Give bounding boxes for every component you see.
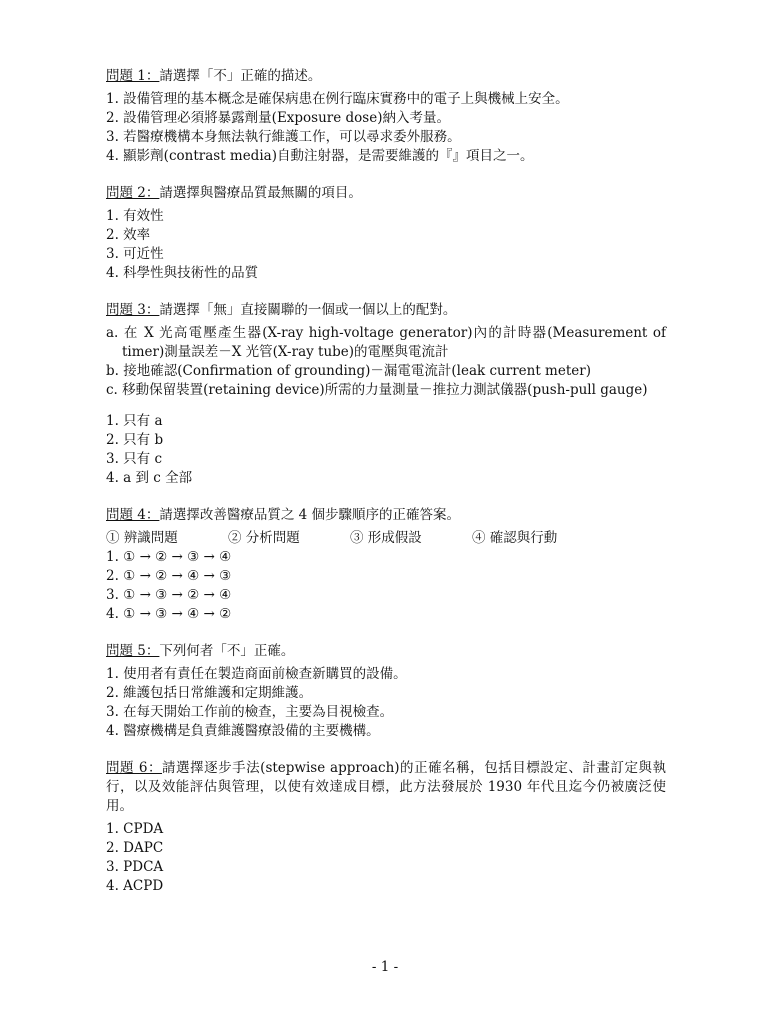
question-6-option-1: 1. CPDA xyxy=(106,821,164,837)
question-1-option-2: 2. 設備管理必須將暴露劑量(Exposure dose)納入考量。 xyxy=(106,110,450,126)
question-5 xyxy=(106,642,666,741)
page-number: - 1 - xyxy=(371,959,399,975)
question-1-option-1: 1. 設備管理的基本概念是確保病患在例行臨床實務中的電子上與機械上安全。 xyxy=(106,91,569,107)
question-6-option-2: 2. DAPC xyxy=(106,840,164,856)
question-3-statement-c: c. 移動保留裝置(retaining device)所需的力量測量－推拉力測試儀器(push-pull gauge) xyxy=(106,382,648,398)
question-3-header xyxy=(106,301,666,320)
question-3-statement-b: b. 接地確認(Confirmation of grounding)－漏電電流計(leak current meter) xyxy=(106,363,591,379)
question-4-header xyxy=(106,506,666,525)
question-4 xyxy=(106,506,666,624)
question-2-number: 問題 2： xyxy=(106,185,160,201)
question-3-option-4: 4. a 到 c 全部 xyxy=(106,470,193,486)
exam-content xyxy=(106,67,666,914)
question-4-number: 問題 4： xyxy=(106,507,160,523)
question-3-option-2: 2. 只有 b xyxy=(106,432,164,448)
question-1-header xyxy=(106,67,666,86)
question-1-option-3: 3. 若醫療機構本身無法執行維護工作，可以尋求委外服務。 xyxy=(106,129,461,145)
question-6-option-4: 4. ACPD xyxy=(106,878,164,894)
question-3-option-1: 1. 只有 a xyxy=(106,413,163,429)
question-5-option-4: 4. 醫療機構是負責維護醫療設備的主要機構。 xyxy=(106,723,380,739)
question-6-number: 問題 6： xyxy=(106,760,163,776)
question-5-prompt: 下列何者「不」正確。 xyxy=(159,643,295,659)
question-4-prompt: 請選擇改善醫療品質之 4 個步驟順序的正確答案。 xyxy=(159,507,461,523)
question-4-option-4: 4. ① → ③ → ④ → ② xyxy=(106,606,232,622)
question-6-option-3: 3. PDCA xyxy=(106,859,164,875)
question-2-option-1: 1. 有效性 xyxy=(106,208,164,224)
question-4-step-3: ③ 形成假設 xyxy=(350,530,422,546)
question-6-header xyxy=(106,759,666,816)
question-5-option-3: 3. 在每天開始工作前的檢查，主要為目視檢查。 xyxy=(106,704,394,720)
question-4-step-1: ① 辨識問題 xyxy=(106,530,178,546)
question-3-number: 問題 3： xyxy=(106,302,160,318)
question-2-option-2: 2. 效率 xyxy=(106,227,151,243)
spacer xyxy=(106,400,666,412)
question-3-prompt: 請選擇「無」直接關聯的一個或一個以上的配對。 xyxy=(159,302,457,318)
question-5-option-1: 1. 使用者有責任在製造商面前檢查新購買的設備。 xyxy=(106,666,407,682)
question-2-option-3: 3. 可近性 xyxy=(106,246,164,262)
question-1-option-4: 4. 顯影劑(contrast media)自動注射器，是需要維護的『』項目之一。 xyxy=(106,148,534,164)
question-1-number: 問題 1： xyxy=(106,68,160,84)
question-6 xyxy=(106,759,666,896)
question-1-prompt: 請選擇「不」正確的描述。 xyxy=(159,68,322,84)
question-6-prompt: 請選擇逐步手法(stepwise approach)的正確名稱，包括目標設定、計畫訂定與執行，以及效能評估與管理，以使有效達成目標，此方法發展於 1930 年代且迄今仍被廣泛使用。 xyxy=(106,760,666,814)
question-4-option-3: 3. ① → ③ → ② → ④ xyxy=(106,587,232,603)
question-4-option-2: 2. ① → ② → ④ → ③ xyxy=(106,568,232,584)
question-4-option-1: 1. ① → ② → ③ → ④ xyxy=(106,549,232,565)
question-4-step-4: ④ 確認與行動 xyxy=(472,530,558,546)
question-1 xyxy=(106,67,666,166)
question-2-option-4: 4. 科學性與技術性的品質 xyxy=(106,265,259,281)
question-3-statement-a: a. 在 X 光高電壓產生器(X-ray high-voltage generator)內的計時器(Measurement of timer)測量誤差－X 光管(X-ray tube)的電壓與電流計 xyxy=(106,325,666,360)
question-5-header xyxy=(106,642,666,661)
question-4-step-2: ② 分析問題 xyxy=(228,530,300,546)
question-2-prompt: 請選擇與醫療品質最無關的項目。 xyxy=(159,185,362,201)
question-4-steps xyxy=(106,529,666,548)
question-3 xyxy=(106,301,666,488)
question-2 xyxy=(106,184,666,283)
question-5-number: 問題 5： xyxy=(106,643,160,659)
question-5-option-2: 2. 維護包括日常維護和定期維護。 xyxy=(106,685,313,701)
question-3-option-3: 3. 只有 c xyxy=(106,451,163,467)
question-2-header xyxy=(106,184,666,203)
